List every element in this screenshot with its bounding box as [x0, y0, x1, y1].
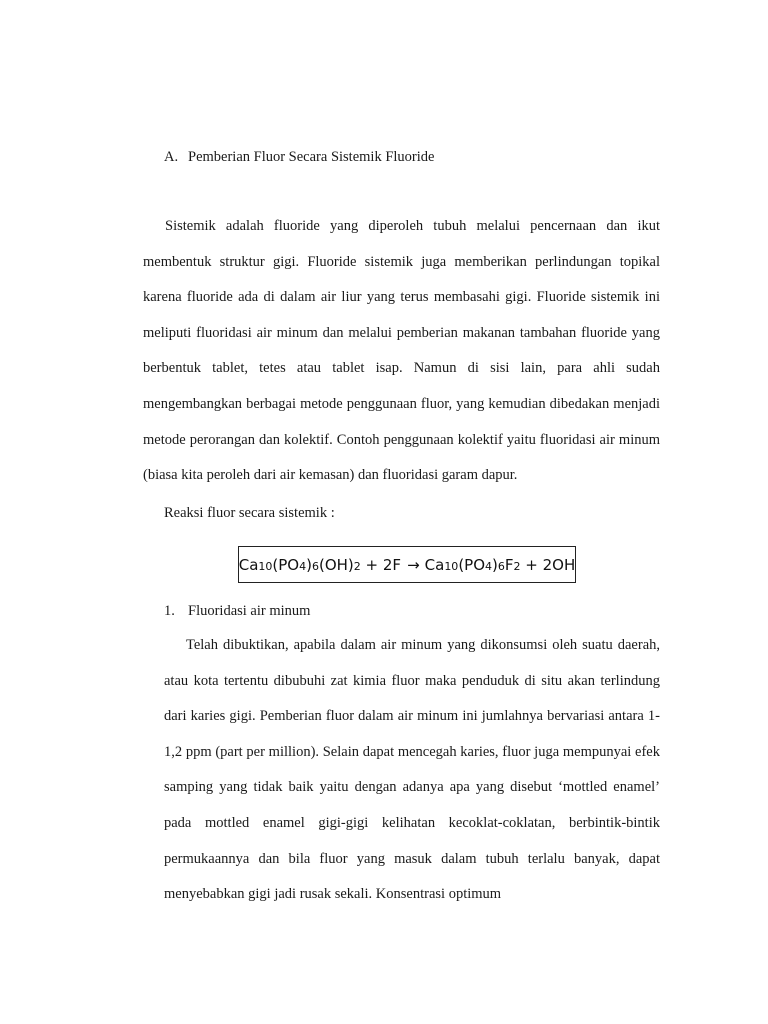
section-heading: [164, 147, 434, 167]
reaction-label: Reaksi fluor secara sistemik :: [164, 505, 335, 521]
paragraph-sistemik: Sistemik adalah fluoride yang diperoleh tubuh melalui pencernaan dan ikut membentuk struktur gigi. Fluoride sistemik juga memberikan perlindungan topikal karena fluoride ada di dalam air liur yang terus membasahi gigi. Fluoride sistemik ini meliputi fluoridasi air minum dan melalui pemberian makanan tambahan fluoride yang berbentuk tablet, tetes atau tablet isap. Namun di sisi lain, para ahli sudah mengembangkan berbagai metode penggunaan fluor, yang kemudian dibedakan menjadi metode perorangan dan kolektif. Contoh penggunaan kolektif yaitu fluoridasi air minum (biasa kita peroleh dari air kemasan) dan fluoridasi garam dapur.: [143, 218, 660, 484]
chemical-formula-box: [238, 546, 576, 583]
formula-product: Ca10(PO4)6F2 + 2OH: [424, 555, 576, 574]
list-item-number: 1.: [164, 603, 175, 619]
section-heading-label: A.: [164, 149, 179, 165]
paragraph-fluoridasi-air-minum: Telah dibuktikan, apabila dalam air minum yang dikonsumsi oleh suatu daerah, atau kota tertentu dibubuhi zat kimia fluor maka penduduk di situ akan terlindung dari karies gigi. Pemberian fluor dalam air minum ini jumlahnya bervariasi antara 1-1,2 ppm (part per million). Selain dapat mencegah karies, fluor juga mempunyai efek samping yang tidak baik yaitu dengan adanya apa yang disebut ‘mottled enamel’ pada mottled enamel gigi-gigi kelihatan kecoklat-coklatan, berbintik-bintik permukaannya dan bila fluor yang masuk dalam tubuh terlalu banyak, dapat menyebabkan gigi jadi rusak sekali. Konsentrasi optimum: [164, 637, 660, 903]
list-item-fluoridasi: [164, 601, 310, 621]
formula-reactant: Ca10(PO4)6(OH)2 + 2F: [238, 555, 402, 574]
reaction-arrow-icon: →: [407, 555, 420, 574]
list-item-title: Fluoridasi air minum: [188, 603, 311, 619]
section-heading-text: Pemberian Fluor Secara Sistemik Fluoride: [188, 149, 435, 165]
